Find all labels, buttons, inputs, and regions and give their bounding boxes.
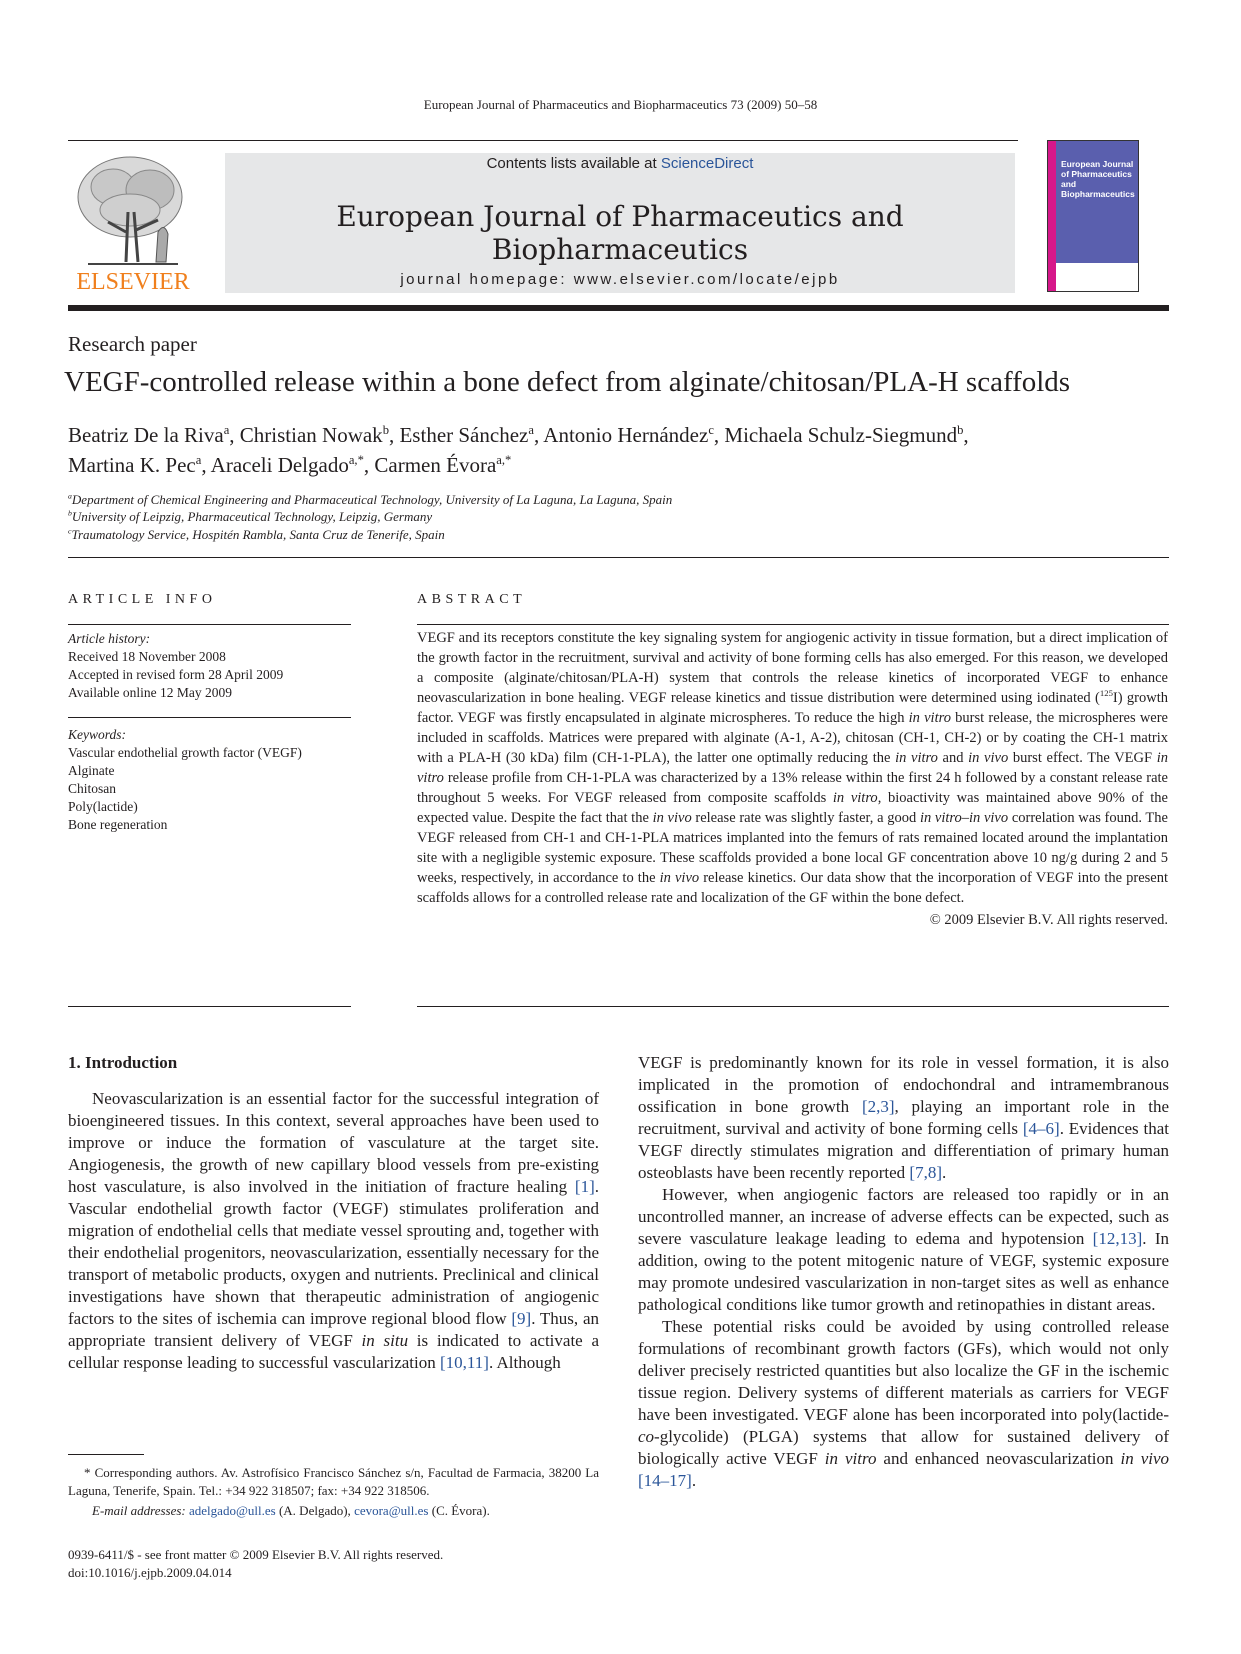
keyword-item: Alginate [68,763,115,778]
affiliation-c: $^c$Traumatology Service, Hospitén Rambla, Santa Cruz de Tenerife, Spain [68,526,445,542]
author-affil-mark: a [195,453,202,467]
journal-cover-image [1047,140,1139,292]
journal-title: European Journal of Pharmaceutics and Biopharmaceutics [336,200,904,266]
citation-link[interactable]: [2,3] [861,1097,895,1116]
abstract-bottom-rule [417,1006,1169,1007]
journal-banner [225,153,1015,293]
elsevier-tree-icon [68,152,198,272]
article-info-rule [68,624,351,625]
abstract-rule [417,624,1169,625]
history-received: Received 18 November 2008 [68,649,226,664]
header-rule-thick [68,305,1169,311]
keyword-item: Poly(lactide) [68,799,138,814]
history-online: Available online 12 May 2009 [68,685,232,700]
author-name: Beatriz De la Riva [68,423,224,447]
intro-paragraph-1: Neovascularization is an essential factor for the successful integration of bioengineered tissues. In this context, several approaches have been used to improve or induce the formation of vasculature at the target site. Angiogenesis, the growth of new capillary blood vessels from pre-existing host vasculature, is also involved in the initiation of fracture healing [1]. Vascular endothelial growth factor (VEGF) stimulates proliferation and migration of endothelial cells that mediate vessel sprouting and, together with their endothelial progenitors, neovascularization, essentially necessary for the transport of metabolic products, oxygen and nutrients. Preclinical and clinical investigations have shown that therapeutic administration of angiogenic factors to the sites of ischemia can improve regional blood flow [9]. Thus, an appropriate transient delivery of VEGF in situ is indicated to activate a cellular response leading to successful vascularization [10,11]. Although [68,1089,600,1372]
citation-link[interactable]: [9] [511,1309,532,1328]
author-name: Michaela Schulz-Siegmund [724,423,958,447]
issn-line: 0939-6411/$ - see front matter © 2009 Elsevier B.V. All rights reserved. [68,1547,444,1562]
contents-prefix: Contents lists available at [486,155,657,172]
email-link[interactable]: cevora@ull.es [354,1503,429,1518]
author-name: Esther Sánchez [399,423,529,447]
section-heading: 1. Introduction [68,1053,178,1072]
article-info-bottom-rule [68,1006,351,1007]
history-accepted: Accepted in revised form 28 April 2009 [68,667,284,682]
affiliation-b: $^b$University of Leipzig, Pharmaceutical Technology, Leipzig, Germany [68,508,433,524]
intro-paragraph-4: These potential risks could be avoided by using controlled release formulations of recombinant growth factors (GFs), which would not only deliver precisely restricted quantities but also localize the GF in the ischemic tissue region. Delivery systems of different materials as carriers for VEGF have been investigated. VEGF alone has been incorporated into poly(lactide-co-glycolide) (PLGA) systems that allow for sustained delivery of biologically active VEGF in vitro and enhanced neovascularization in vivo [14–17]. [638,1317,1170,1490]
article-title: VEGF-controlled release within a bone defect from alginate/chitosan/PLA-H scaffolds [64,366,1071,398]
affiliations-rule [68,557,1169,558]
article-info-heading: ARTICLE INFO [68,592,217,607]
doi-line[interactable]: doi:10.1016/j.ejpb.2009.04.014 [68,1565,232,1580]
footnote-rule [68,1454,144,1455]
cover-title: European Journal of Pharmaceutics and Biopharmaceutics [1061,159,1135,199]
article-type: Research paper [68,332,197,356]
citation-link[interactable]: [12,13] [1092,1229,1143,1248]
abstract-body: VEGF and its receptors constitute the key signaling system for angiogenic activity in tissue formation, but a direct implication of the growth factor in the recruitment, survival and activity of bone forming cells has also emerged. For this reason, we developed a composite (alginate/chitosan/PLA-H) system that controls the release kinetics of incorporated VEGF to enhance neovascularization in bone healing. VEGF release kinetics and tissue distribution were determined using iodinated ($^{125}$I) growth factor. VEGF was firstly encapsulated in alginate microspheres. To reduce the high in vitro burst release, the microspheres were included in scaffolds. Matrices were prepared with alginate (A-1, A-2), chitosan (CH-1, CH-2) or by coating the CH-1 matrix with a PLA-H (30 kDa) film (CH-1-PLA), the latter one optimally reducing the in vitro and in vivo burst effect. The VEGF in vitro release profile from CH-1-PLA was characterized by a 13% release within the first 24 h followed by a constant release rate throughout 5 weeks. For VEGF released from composite scaffolds in vitro, bioactivity was maintained above 90% of the expected value. Despite the fact that the in vivo release rate was slightly faster, a good in vitro–in vivo correlation was found. The VEGF released from CH-1 and CH-1-PLA matrices implanted into the femurs of rats remained located around the implantation site with a negligible systemic exposure. These scaffolds provided a bone local GF concentration above 10 ng/g during 2 and 5 weeks, respectively, in accordance to the in vivo release kinetics. Our data show that the incorporation of VEGF into the present scaffolds allows for a controlled release rate and localization of the GF within the bone defect. © 2009 Elsevier B.V. All rights reserved. [417,630,1169,928]
elsevier-logo [68,152,198,295]
author-name: Antonio Hernández [543,423,709,447]
sciencedirect-link[interactable]: ScienceDirect [660,155,754,172]
email-link[interactable]: adelgado@ull.es [189,1503,276,1518]
author-list [68,420,1168,480]
header-rule-top [68,140,1018,141]
author-line-2: Martina K. Pec$^a$, Araceli Delgado$^{a,*}$, Carmen Évora$^{a,*}$ [68,453,512,477]
author-name: Martina K. Pec [68,453,196,477]
author-affil-mark: a,* [348,453,364,467]
author-affil-mark: c [708,423,714,437]
intro-paragraph-3: However, when angiogenic factors are released too rapidly or in an uncontrolled manner, an increase of adverse effects can be expected, such as severe vasculature leakage leading to edema and hypotension [12,13]. In addition, owing to the potent mitogenic nature of VEGF, systemic exposure may promote undesired vascularization in non-target sites as well as enhance pathological conditions like tumor growth and retinopathies in distant areas. [638,1185,1169,1314]
author-name: Carmen Évora [374,453,497,477]
cover-footer [1056,263,1138,291]
copyright-line: © 2009 Elsevier B.V. All rights reserved. [929,912,1168,928]
running-head: European Journal of Pharmaceutics and Biopharmaceutics 73 (2009) 50–58 [423,97,818,112]
keyword-item: Chitosan [68,781,117,796]
contents-line [225,155,1015,172]
author-affil-mark: a [223,423,230,437]
abstract-heading: ABSTRACT [417,592,527,607]
citation-link[interactable]: [7,8] [909,1163,942,1182]
author-affil-mark: b [957,423,964,437]
keywords-label: Keywords: [68,727,126,742]
keywords [68,726,351,834]
author-affil-mark: b [382,423,389,437]
citation-link[interactable]: [1] [574,1177,595,1196]
keywords-rule [68,717,351,718]
corresponding-footnote: * Corresponding authors. Av. Astrofísico Francisco Sánchez s/n, Facultad de Farmacia, 38200 La Laguna, Tenerife, Spain. Tel.: +34 922 318507; fax: +34 922 318506. E-mail addresses: adelgado@ull.es (A. Delgado), cevora@ull.es (C. Évora). [68,1465,599,1518]
intro-right-column [638,1052,1169,1492]
cover-stripe [1048,141,1056,291]
citation-link[interactable]: [14–17] [638,1471,692,1490]
author-line-1: Beatriz De la Riva$^a$, Christian Nowak$^b$, Esther Sánchez$^a$, Antonio Hernández$^c$, Michaela Schulz-Siegmund$^b$, [68,423,969,447]
author-affil-mark: a [528,423,534,437]
history-label: Article history: [68,631,151,646]
journal-homepage[interactable]: journal homepage: www.elsevier.com/locate/ejpb [400,271,840,288]
intro-paragraph-2: VEGF is predominantly known for its role in vessel formation, it is also implicated in the promotion of endochondral and intramembranous ossification in bone growth [2,3], playing an important role in the recruitment, survival and activity of bone forming cells [4–6]. Evidences that VEGF directly stimulates migration and differentiation of primary human osteoblasts have been recently reported [7,8]. [638,1053,1170,1182]
keyword-item: Vascular endothelial growth factor (VEGF) [68,745,302,760]
citation-link[interactable]: [4–6] [1022,1119,1060,1138]
affiliation-a: $^a$Department of Chemical Engineering and Pharmaceutical Technology, University of La Laguna, La Laguna, Spain [68,491,673,507]
intro-left-column [68,1052,599,1374]
citation-link[interactable]: [10,11] [439,1353,489,1372]
elsevier-wordmark: ELSEVIER [76,269,190,295]
article-history [68,630,351,702]
author-name: Christian Nowak [239,423,383,447]
author-affil-mark: a,* [496,453,512,467]
keyword-item: Bone regeneration [68,817,168,832]
author-name: Araceli Delgado [210,453,349,477]
